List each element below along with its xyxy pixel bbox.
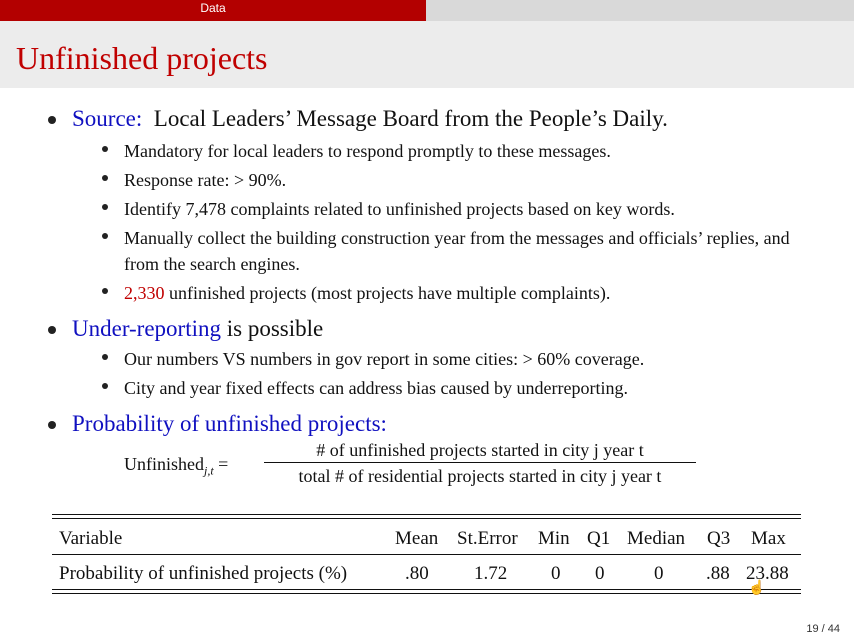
sub-bullet: [102, 375, 822, 401]
bullet-dot: [48, 116, 56, 124]
top-navigation-bar: [0, 0, 854, 21]
sub-bullet: [102, 225, 822, 277]
sub-bullet-text: Our numbers VS numbers in gov report in some cities: > 60% coverage.: [124, 349, 645, 369]
table-cell-q3: .88: [706, 563, 730, 584]
sub-bullet-text: unfinished projects (most projects have multiple complaints).: [164, 283, 611, 303]
bullet-dot: [102, 175, 108, 181]
section-tab-data[interactable]: Data: [0, 0, 426, 21]
table-header-median: Median: [627, 528, 686, 549]
bullet-dot: [48, 326, 56, 334]
table-header-mean: Mean: [395, 528, 439, 549]
table-cell-min: 0: [551, 563, 561, 584]
table-cell-sterror: 1.72: [474, 563, 508, 584]
formula-fraction: [264, 438, 696, 489]
formula-equals: =: [218, 454, 229, 474]
sub-bullet: [102, 196, 822, 222]
table-cell-mean: .80: [405, 563, 429, 584]
project-count: 2,330: [124, 283, 165, 303]
sub-bullet: [102, 280, 822, 306]
bullet-dot: [102, 204, 108, 210]
sub-bullet: [102, 167, 822, 193]
sub-bullet-text: Response rate: > 90%.: [124, 170, 287, 190]
bullet-dot: [102, 288, 108, 294]
table-rule: [52, 593, 801, 594]
table-rule: [52, 518, 801, 519]
underreporting-label: Under-reporting: [72, 316, 221, 341]
hand-cursor-icon: ☝: [748, 581, 766, 596]
sub-bullet: [102, 138, 822, 164]
formula-subscript: j,t: [204, 463, 214, 478]
table-cell-max: 23.88: [746, 563, 789, 584]
table-rule: [52, 589, 801, 590]
table-header-q3: Q3: [707, 528, 731, 549]
table-header-min: Min: [538, 528, 570, 549]
title-bar: [0, 21, 854, 88]
sub-bullet-text: City and year fixed effects can address bias caused by underreporting.: [124, 378, 628, 398]
bullet-dot: [48, 421, 56, 429]
sub-bullet-text: Mandatory for local leaders to respond promptly to these messages.: [124, 141, 611, 161]
bullet-dot: [102, 354, 108, 360]
table-header-variable: Variable: [59, 528, 123, 549]
formula-lhs: [124, 454, 228, 479]
bullet-underreporting: [48, 316, 323, 342]
table-cell-median: 0: [654, 563, 664, 584]
table-header-max: Max: [751, 528, 786, 549]
source-label: Source:: [72, 106, 143, 131]
table-cell-variable: Probability of unfinished projects (%): [59, 563, 348, 584]
table-header-sterror: St.Error: [457, 528, 518, 549]
sub-bullet-text: Identify 7,478 complaints related to unfinished projects based on key words.: [124, 199, 675, 219]
bullet-dot: [102, 233, 108, 239]
sub-bullet-text: Manually collect the building construction year from the messages and officials’ replies, and from the search engines.: [124, 228, 790, 274]
bullet-probability: [48, 411, 387, 437]
probability-label: Probability of unfinished projects:: [72, 411, 387, 436]
formula-lhs-text: Unfinished: [124, 454, 204, 474]
table-cell-q1: 0: [595, 563, 605, 584]
sub-bullet: [102, 346, 822, 372]
slide-title: Unfinished projects: [16, 40, 268, 76]
bullet-dot: [102, 146, 108, 152]
bullet-dot: [102, 383, 108, 389]
formula-numerator: # of unfinished projects started in city j year t: [264, 438, 696, 463]
table-header-q1: Q1: [587, 528, 611, 549]
formula-denominator: total # of residential projects started in city j year t: [298, 466, 662, 486]
table-rule: [52, 554, 801, 555]
source-text: Local Leaders’ Message Board from the People’s Daily.: [153, 106, 668, 131]
table-rule: [52, 514, 801, 515]
bullet-source: [48, 106, 668, 132]
page-number: 19 / 44: [806, 623, 840, 635]
underreporting-text: is possible: [220, 316, 324, 341]
